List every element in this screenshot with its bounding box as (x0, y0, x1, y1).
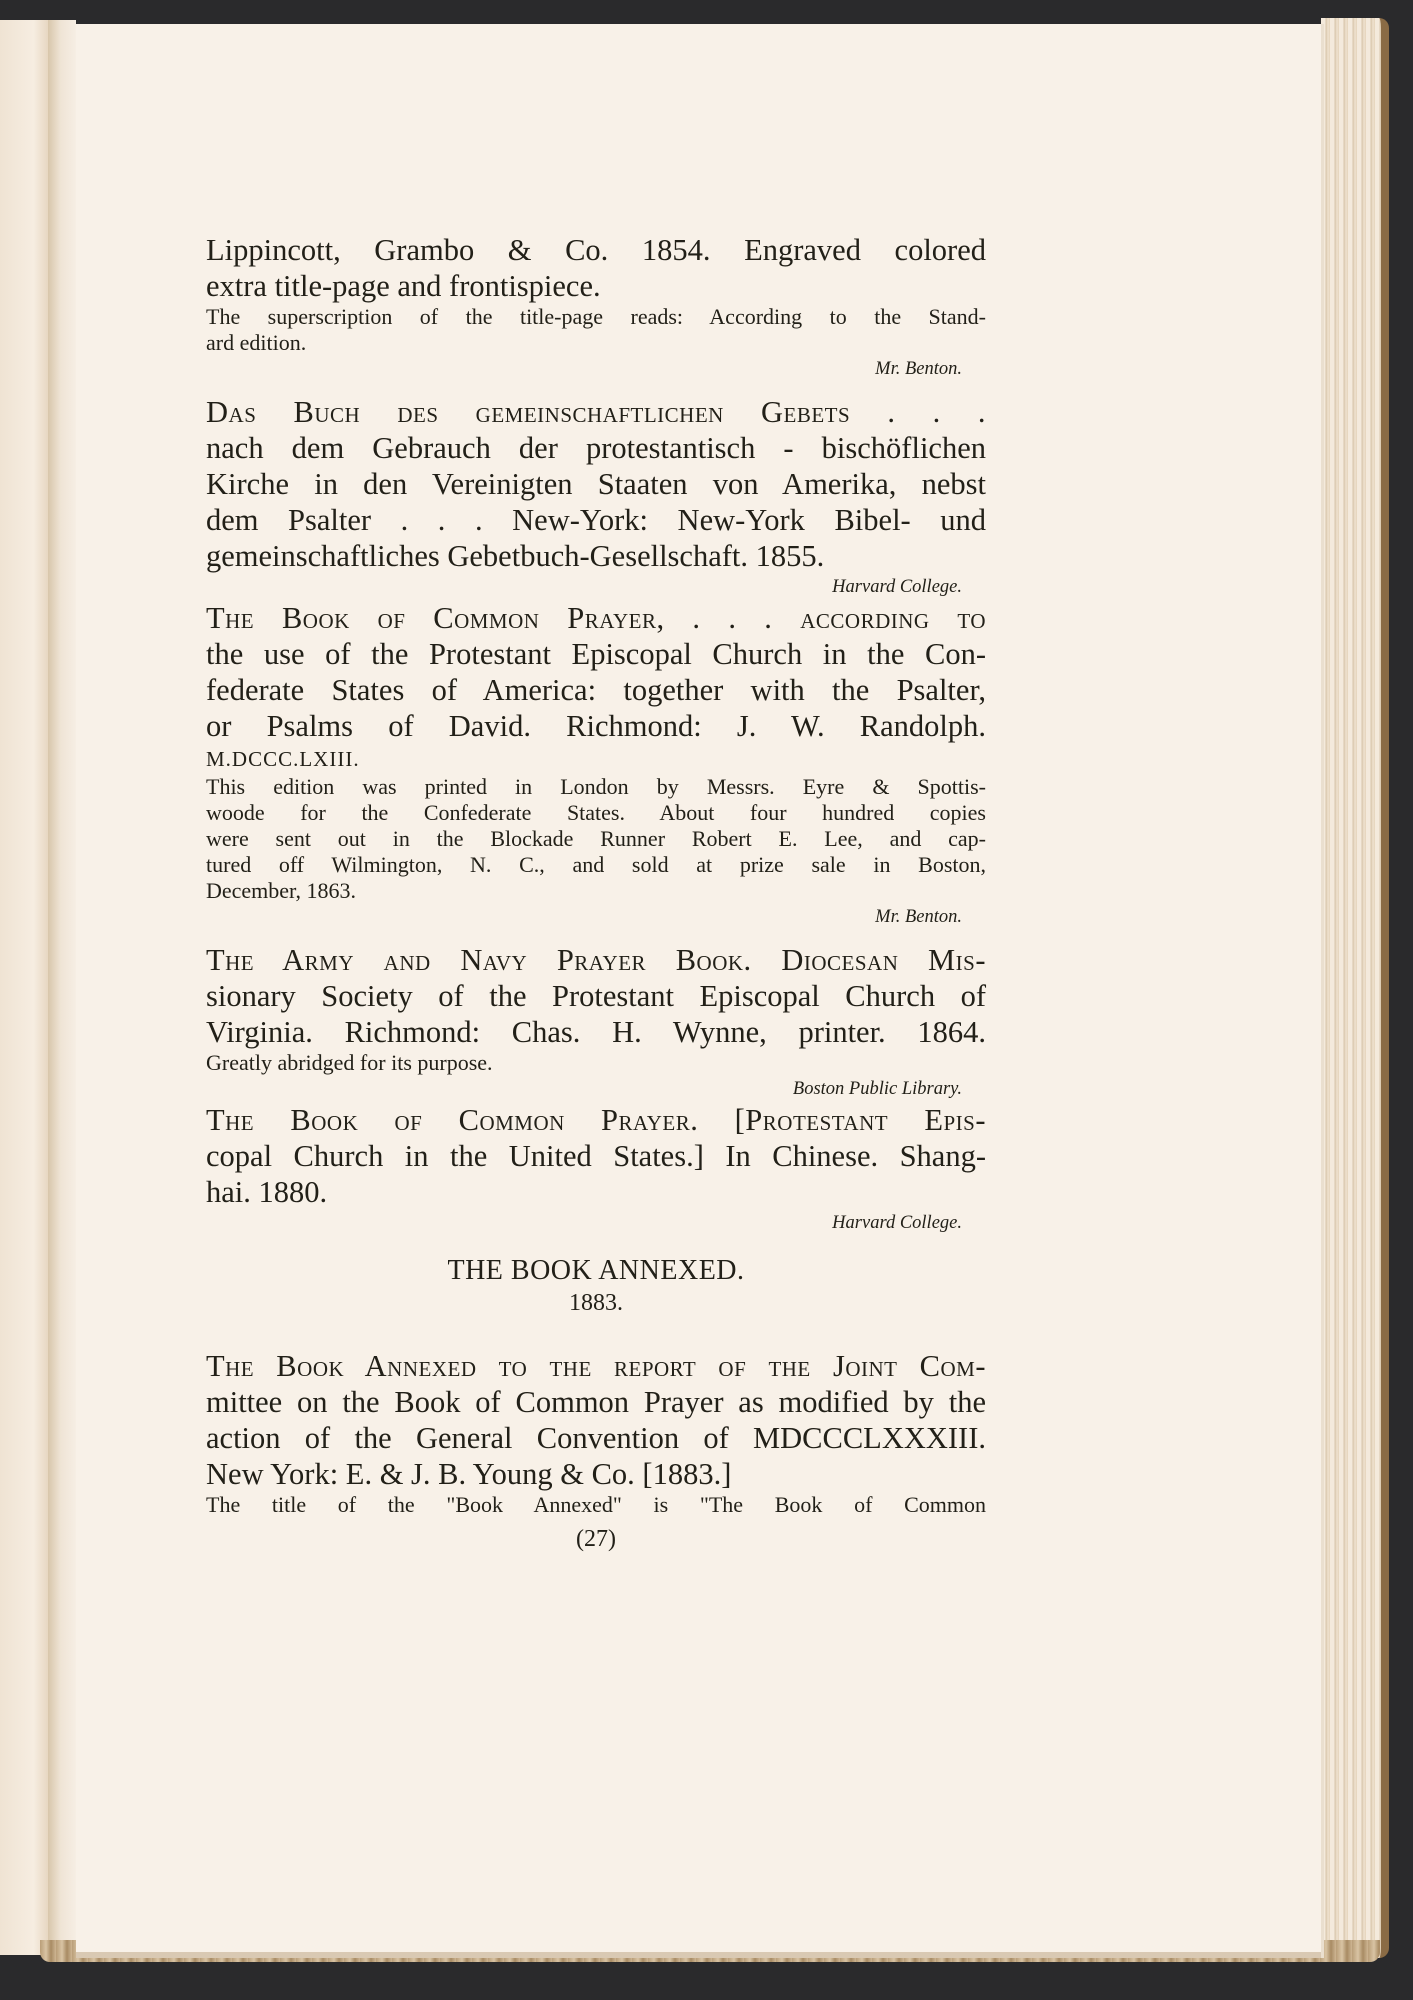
left-page-edge (0, 20, 51, 1955)
book-gutter (48, 20, 76, 1955)
entry-line: nach dem Gebrauch der protestantisch - bischöflichen (206, 431, 986, 465)
entry-line: Kirche in den Vereinigten Staaten von Amerika, nebst (206, 467, 986, 501)
entry-line: Virginia. Richmond: Chas. H. Wynne, printer. 1864. (206, 1015, 986, 1049)
bibliography-entry (206, 1348, 986, 1518)
entry-title-line: The Book of Common Prayer. [Protestant Epis- (206, 1103, 986, 1137)
entry-line: M.DCCC.LXIII. (206, 747, 360, 771)
entry-note-line: The title of the "Book Annexed" is "The Book of Common (206, 1492, 986, 1517)
page-stack-edge (1321, 18, 1389, 1958)
entry-note-line: woode for the Confederate States. About four hundred copies (206, 800, 986, 825)
bibliography-entry (206, 1102, 986, 1236)
entry-title-line: The Army and Navy Prayer Book. Diocesan Mis- (206, 943, 986, 977)
entry-location: Mr. Benton. (875, 907, 962, 927)
entry-location: Boston Public Library. (792, 1079, 962, 1099)
entry-line: sionary Society of the Protestant Episcopal Church of (206, 979, 986, 1013)
entry-line: Lippincott, Grambo & Co. 1854. Engraved colored (206, 233, 986, 267)
entry-title-line: The Book of Common Prayer, . . . according to (206, 601, 986, 635)
bibliography-entry (206, 942, 986, 1102)
entry-line: gemeinschaftliches Gebetbuch-Gesellschaft. 1855. (206, 539, 825, 573)
entry-note-line: December, 1863. (206, 878, 357, 903)
entry-line: the use of the Protestant Episcopal Church in the Con- (206, 637, 986, 671)
entry-note-line: The superscription of the title-page reads: According to the Stand- (206, 304, 986, 329)
entry-note-line: This edition was printed in London by Messrs. Eyre & Spottis- (206, 774, 986, 799)
entry-line: extra title-page and frontispiece. (206, 269, 601, 303)
entry-line: dem Psalter . . . New-York: New-York Bibel- und (206, 503, 986, 537)
entry-line: mittee on the Book of Common Prayer as modified by the (206, 1385, 986, 1419)
section-heading: THE BOOK ANNEXED. (447, 1255, 745, 1286)
entry-note-line: Greatly abridged for its purpose. (206, 1050, 493, 1075)
entry-line: New York: E. & J. B. Young & Co. [1883.] (206, 1457, 732, 1491)
entry-note-line: were sent out in the Blockade Runner Robert E. Lee, and cap- (206, 826, 986, 851)
entry-line: or Psalms of David. Richmond: J. W. Randolph. (206, 709, 986, 743)
entry-title-line: The Book Annexed to the report of the Joint Com- (206, 1349, 986, 1383)
text-block (206, 232, 986, 1554)
entry-note-line: ard edition. (206, 330, 307, 355)
bibliography-entry (206, 232, 986, 382)
entry-line: hai. 1880. (206, 1175, 328, 1209)
entry-line: federate States of America: together with the Psalter, (206, 673, 986, 707)
page-number: (27) (576, 1526, 616, 1552)
entry-title-line: Das Buch des gemeinschaftlichen Gebets . . . (206, 395, 986, 429)
entry-location: Harvard College. (832, 577, 962, 597)
bibliography-entry (206, 600, 986, 930)
section-year: 1883. (569, 1290, 623, 1316)
bibliography-entry (206, 394, 986, 600)
entry-note-line: tured off Wilmington, N. C., and sold at prize sale in Boston, (206, 852, 986, 877)
entry-line: copal Church in the United States.] In Chinese. Shang- (206, 1139, 986, 1173)
entry-location: Harvard College. (832, 1213, 962, 1233)
entry-line: action of the General Convention of MDCCCLXXXIII. (206, 1421, 986, 1455)
entry-location: Mr. Benton. (875, 359, 962, 379)
